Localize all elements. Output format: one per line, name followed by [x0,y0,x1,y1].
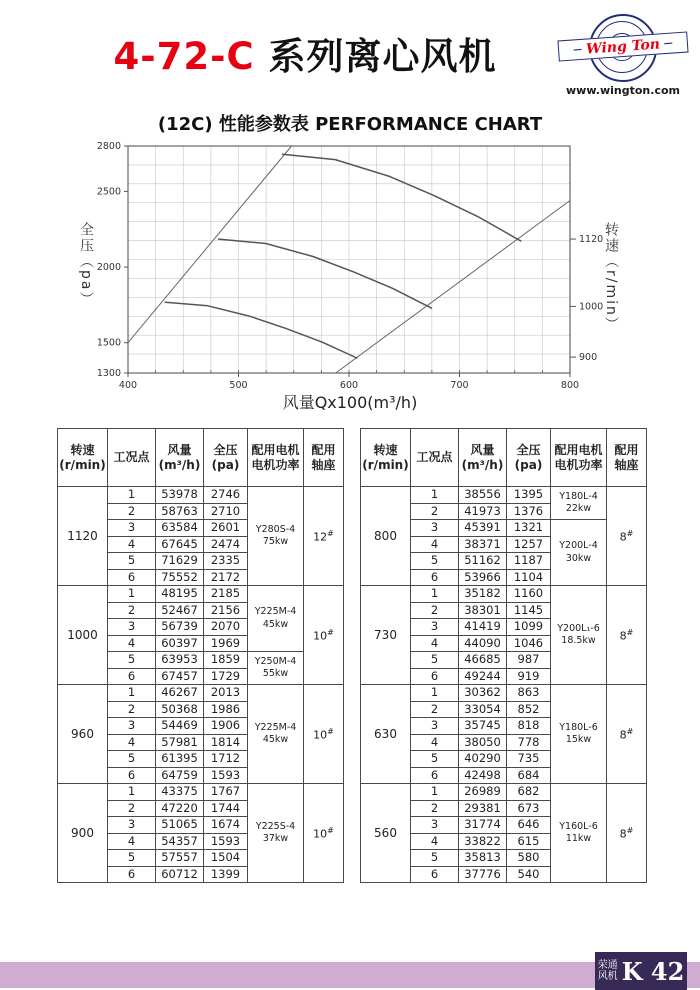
page-title-series: 系列离心风机 [254,35,497,78]
point-cell: 5 [411,751,459,768]
point-cell: 3 [411,619,459,636]
flow-cell: 45391 [459,520,507,537]
pressure-cell: 1145 [507,602,551,619]
point-cell: 1 [411,586,459,603]
performance-table-left [57,428,344,883]
right-axis-tick-1120: 1120 [579,234,604,246]
motor-cell: Y180L-6 15kw [551,685,607,784]
page-title [0,26,610,80]
point-cell: 6 [411,767,459,784]
flow-cell: 51065 [156,817,204,834]
pressure-cell: 1160 [507,586,551,603]
flow-cell: 42498 [459,767,507,784]
flow-cell: 64759 [156,767,204,784]
point-cell: 4 [411,833,459,850]
flow-cell: 60712 [156,866,204,883]
curve-1120-rpm [283,154,521,241]
seat-cell: 12# [304,487,344,586]
right-axis-tick-900: 900 [579,352,598,364]
pressure-cell: 1593 [204,767,248,784]
logo-dash-right: — [663,38,674,49]
table-header-cell: 配用 轴座 [304,429,344,487]
point-cell: 3 [108,718,156,735]
flow-cell: 35813 [459,850,507,867]
pressure-cell: 1099 [507,619,551,636]
point-cell: 4 [411,536,459,553]
point-cell: 5 [108,751,156,768]
performance-chart [55,136,645,426]
flow-cell: 54357 [156,833,204,850]
point-cell: 4 [411,635,459,652]
svg-text:2000: 2000 [96,262,121,274]
flow-cell: 46267 [156,685,204,702]
point-cell: 1 [108,685,156,702]
pressure-cell: 2710 [204,503,248,520]
table-row [58,784,344,801]
footer-brand-line2: 风机 [597,971,618,982]
page-title-model: 4-72-C [113,35,255,78]
flow-cell: 30362 [459,685,507,702]
motor-cell: Y200L-4 30kw [551,520,607,586]
flow-cell: 47220 [156,800,204,817]
flow-cell: 26989 [459,784,507,801]
table-header-cell: 转速 (r/min) [58,429,108,487]
pressure-cell: 1504 [204,850,248,867]
pressure-cell: 1104 [507,569,551,586]
flow-cell: 48195 [156,586,204,603]
seat-cell: 8# [607,586,647,685]
pressure-cell: 2172 [204,569,248,586]
pressure-cell: 646 [507,817,551,834]
flow-cell: 37776 [459,866,507,883]
table-row [58,685,344,702]
point-cell: 4 [411,734,459,751]
pressure-cell: 735 [507,751,551,768]
point-cell: 6 [411,569,459,586]
pressure-cell: 1187 [507,553,551,570]
svg-text:2500: 2500 [96,186,121,198]
speed-cell: 730 [361,586,411,685]
pressure-cell: 1986 [204,701,248,718]
pressure-cell: 1767 [204,784,248,801]
flow-cell: 41973 [459,503,507,520]
pressure-cell: 2185 [204,586,248,603]
flow-cell: 31774 [459,817,507,834]
point-cell: 6 [411,668,459,685]
seat-cell: 8# [607,784,647,883]
point-cell: 1 [108,784,156,801]
pressure-cell: 2013 [204,685,248,702]
point-cell: 1 [411,487,459,504]
pressure-cell: 1969 [204,635,248,652]
pressure-cell: 1376 [507,503,551,520]
point-cell: 2 [411,800,459,817]
chart-subtitle: (12C) 性能参数表 PERFORMANCE CHART [157,114,543,135]
pressure-cell: 1257 [507,536,551,553]
flow-cell: 52467 [156,602,204,619]
flow-cell: 38556 [459,487,507,504]
point-cell: 3 [411,718,459,735]
point-cell: 3 [411,817,459,834]
motor-cell: Y225S-4 37kw [248,784,304,883]
point-cell: 5 [108,553,156,570]
pressure-cell: 1744 [204,800,248,817]
brand-logo [558,12,688,100]
table-header-row [58,429,344,487]
seat-cell: 10# [304,586,344,685]
flow-cell: 35745 [459,718,507,735]
pressure-cell: 1712 [204,751,248,768]
speed-cell: 800 [361,487,411,586]
point-cell: 4 [108,635,156,652]
pressure-cell: 2335 [204,553,248,570]
point-cell: 5 [411,553,459,570]
pressure-cell: 863 [507,685,551,702]
pressure-cell: 2156 [204,602,248,619]
point-cell: 5 [411,652,459,669]
point-cell: 4 [108,734,156,751]
flow-cell: 51162 [459,553,507,570]
flow-cell: 63953 [156,652,204,669]
x-axis-label: 风量Qx100(m³/h) [282,393,418,412]
flow-cell: 33822 [459,833,507,850]
seat-cell: 10# [304,685,344,784]
flow-cell: 63584 [156,520,204,537]
speed-cell: 900 [58,784,108,883]
pressure-cell: 919 [507,668,551,685]
flow-cell: 54469 [156,718,204,735]
pressure-cell: 2474 [204,536,248,553]
table-header-row [361,429,647,487]
point-cell: 6 [411,866,459,883]
performance-table-right [360,428,647,883]
svg-text:500: 500 [229,380,248,391]
flow-cell: 41419 [459,619,507,636]
table-header-cell: 风量 (m³/h) [156,429,204,487]
footer-page-number: K 42 [621,956,685,986]
table-row [361,784,647,801]
motor-cell: Y250M-4 55kw [248,652,304,685]
flow-cell: 58763 [156,503,204,520]
pressure-cell: 673 [507,800,551,817]
pressure-cell: 1321 [507,520,551,537]
flow-cell: 38301 [459,602,507,619]
motor-cell: Y180L-4 22kw [551,487,607,520]
motor-cell: Y225M-4 45kw [248,685,304,784]
point-cell: 3 [411,520,459,537]
seat-cell: 10# [304,784,344,883]
flow-cell: 44090 [459,635,507,652]
table-row [361,685,647,702]
flow-cell: 49244 [459,668,507,685]
flow-cell: 67645 [156,536,204,553]
point-cell: 2 [108,602,156,619]
seat-cell: 8# [607,487,647,586]
pressure-cell: 2746 [204,487,248,504]
table-header-cell: 全压 (pa) [204,429,248,487]
y-axis-label-right: 转速（r/min） [603,222,619,333]
motor-cell: Y160L-6 11kw [551,784,607,883]
flow-cell: 38050 [459,734,507,751]
point-cell: 3 [108,619,156,636]
point-cell: 5 [108,652,156,669]
flow-cell: 67457 [156,668,204,685]
point-cell: 2 [108,503,156,520]
pressure-cell: 540 [507,866,551,883]
point-cell: 1 [108,487,156,504]
logo-dash-left: — [572,44,583,55]
speed-cell: 960 [58,685,108,784]
performance-chart-svg [55,136,645,426]
table-header-cell: 转速 (r/min) [361,429,411,487]
motor-cell: Y225M-4 45kw [248,586,304,652]
flow-cell: 38371 [459,536,507,553]
point-cell: 2 [411,701,459,718]
table-row [361,586,647,603]
flow-cell: 50368 [156,701,204,718]
svg-text:700: 700 [450,380,469,391]
flow-cell: 35182 [459,586,507,603]
speed-cell: 630 [361,685,411,784]
flow-cell: 57981 [156,734,204,751]
flow-cell: 53978 [156,487,204,504]
footer-brand-line1: 荣通 [597,960,618,971]
pressure-cell: 818 [507,718,551,735]
footer-brand-text [598,960,618,982]
pressure-cell: 1395 [507,487,551,504]
flow-cell: 75552 [156,569,204,586]
pressure-cell: 1814 [204,734,248,751]
point-cell: 3 [108,817,156,834]
flow-cell: 53966 [459,569,507,586]
table-header-cell: 风量 (m³/h) [459,429,507,487]
pressure-cell: 1729 [204,668,248,685]
right-axis-tick-1000: 1000 [579,301,604,313]
flow-cell: 43375 [156,784,204,801]
flow-cell: 57557 [156,850,204,867]
flow-cell: 33054 [459,701,507,718]
y-axis-label-left: 全压（pa） [78,222,94,308]
point-cell: 4 [108,536,156,553]
logo-website-text: www.wington.com [566,84,680,97]
table-header-cell: 配用电机 电机功率 [551,429,607,487]
flow-cell: 56739 [156,619,204,636]
speed-cell: 1000 [58,586,108,685]
table-row [361,487,647,504]
pressure-cell: 2601 [204,520,248,537]
curve-900-rpm [165,302,357,358]
speed-cell: 560 [361,784,411,883]
pressure-cell: 1859 [204,652,248,669]
point-cell: 6 [108,866,156,883]
flow-cell: 61395 [156,751,204,768]
pressure-cell: 778 [507,734,551,751]
point-cell: 2 [108,701,156,718]
table-header-cell: 配用电机 电机功率 [248,429,304,487]
point-cell: 6 [108,569,156,586]
point-cell: 5 [411,850,459,867]
point-cell: 1 [108,586,156,603]
pressure-cell: 1674 [204,817,248,834]
point-cell: 6 [108,767,156,784]
svg-text:1300: 1300 [96,368,121,379]
point-cell: 4 [108,833,156,850]
table-header-cell: 工况点 [411,429,459,487]
point-cell: 3 [108,520,156,537]
table-row [58,586,344,603]
pressure-cell: 1593 [204,833,248,850]
point-cell: 2 [108,800,156,817]
pressure-cell: 615 [507,833,551,850]
flow-cell: 40290 [459,751,507,768]
seat-cell: 8# [607,685,647,784]
svg-text:400: 400 [118,380,138,391]
flow-cell: 29381 [459,800,507,817]
pressure-cell: 1399 [204,866,248,883]
svg-text:1500: 1500 [96,337,121,349]
svg-text:600: 600 [339,380,359,391]
point-cell: 1 [411,685,459,702]
table-header-cell: 全压 (pa) [507,429,551,487]
footer-page-badge [595,952,687,990]
flow-cell: 46685 [459,652,507,669]
table-header-cell: 工况点 [108,429,156,487]
pressure-cell: 2070 [204,619,248,636]
point-cell: 1 [411,784,459,801]
table-header-cell: 配用 轴座 [607,429,647,487]
flow-cell: 60397 [156,635,204,652]
point-cell: 2 [411,602,459,619]
motor-cell: Y200L₁-6 18.5kw [551,586,607,685]
motor-cell: Y280S-4 75kw [248,487,304,586]
pressure-cell: 987 [507,652,551,669]
logo-banner [557,31,688,61]
svg-text:800: 800 [560,380,580,391]
curve-1000-rpm [219,239,432,308]
logo-brand-text: Wing Ton [585,35,661,58]
pressure-cell: 1046 [507,635,551,652]
flow-cell: 71629 [156,553,204,570]
point-cell: 5 [108,850,156,867]
pressure-cell: 852 [507,701,551,718]
speed-cell: 1120 [58,487,108,586]
table-row [58,487,344,504]
pressure-cell: 684 [507,767,551,784]
svg-text:2800: 2800 [96,141,121,152]
point-cell: 6 [108,668,156,685]
pressure-cell: 1906 [204,718,248,735]
pressure-cell: 580 [507,850,551,867]
pressure-cell: 682 [507,784,551,801]
point-cell: 2 [411,503,459,520]
